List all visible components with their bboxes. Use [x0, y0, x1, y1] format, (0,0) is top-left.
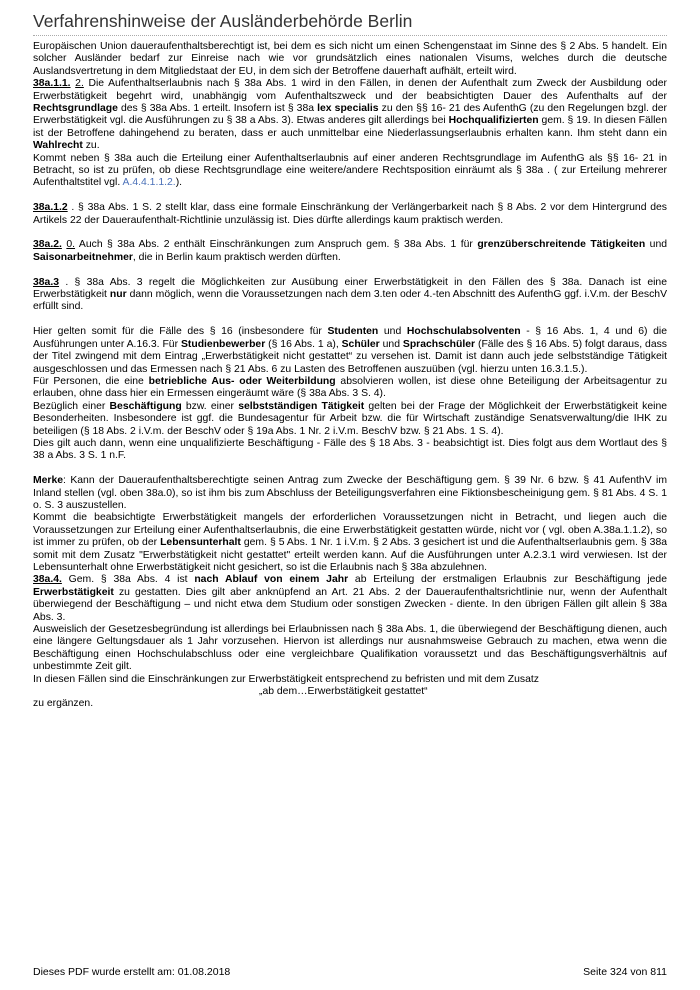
paragraph-merke: Merke: Kann der Daueraufenthaltsberechtigte seinen Antrag zum Zwecke der Beschäftigung gem. § 39 Nr. 6 bzw. § 41 AufenthV im Inland stellen (vgl. oben 38a.0), so ist ihm bis zum Abschluss der Beteiligungsverfahren eine Fiktionsbescheinigung gem. § 81 Abs. 4 S. 1 o. S. 3 auszustellen. — [33, 475, 667, 511]
paragraph-rechtsgrundlage: Kommt neben § 38a auch die Erteilung einer Aufenthaltserlaubnis auf einer anderen Rechtsgrundlage im AufenthG als §§ 16- 21 in Betracht, so ist zu prüfen, ob diese Rechtsgrundlage eine weitere/andere Rechtsposition einräumt als § 38a . ( zur Erteilung mehrerer Aufenthaltstitel vgl. A.4.4.1.1.2.). — [33, 152, 667, 189]
section-38a-1-1: 38a.1.1. 2. Die Aufenthaltserlaubnis nach § 38a Abs. 1 wird in den Fällen, in denen der Aufenthalt zum Zweck der Ausbildung oder Erwerbstätigkeit begehrt wird, unabhängig vom Aufenthaltszweck und der beabsichtigten Dauer des Aufenthalts auf der Rechtsgrundlage des § 38a Abs. 1 erteilt. Insofern ist § 38a lex specialis zu den §§ 16- 21 des AufenthG (zu den Regelungen bzgl. der Erwerbstätigkeit vgl. die Ausführungen zu § 38 a Abs. 3). Etwas anderes gilt allerdings bei Hochqualifizierten gem. § 19. In diesen Fällen ist der Betroffene dahingehend zu beraten, dass er auch unmittelbar eine Niederlassungserlaubnis erhalten kann. Ihm steht dann ein Wahlrecht zu. — [33, 78, 668, 152]
paragraph-studenten: Hier gelten somit für die Fälle des § 16 (insbesondere für Studenten und Hochschulabsolventen - § 16 Abs. 1, 4 und 6) die Ausführungen unter A.16.3. Für Studienbewerber (§ 16 Abs. 1 a), Schüler und Sprachschüler (Fälle des § 16 Abs. 5) folgt daraus, dass der Titel zwingend mit dem Eintrag „Erwerbstätigkeit nicht gestattet“ zu versehen ist. Damit ist dann auch jede selbstständige Tätigkeit ausgeschlossen und das Ermessen nach § 21 Abs. 6 zu Lasten des Betroffenen auszuüben (vgl. hierzu unten 16.3.1.5.). — [33, 326, 667, 375]
paragraph-befristung: In diesen Fällen sind die Einschränkungen zur Erwerbstätigkeit entsprechend zu befristen und mit dem Zusatz — [33, 673, 539, 685]
section-38a-3: 38a.3 . § 38a Abs. 3 regelt die Möglichkeiten zur Ausübung einer Erwerbstätigkeit in den Fällen des § 38a. Danach ist eine Erwerbstätigkeit nur dann möglich, wenn die Voraussetzungen nach dem 3.ten oder 4.-ten Abschnitt des AufenthG ggf. i.V.m. der BeschV erfüllt sind. — [33, 276, 667, 313]
section-number: 38a.2. — [33, 239, 62, 251]
section-38a-4: 38a.4. Gem. § 38a Abs. 4 ist nach Ablauf von einem Jahr ab Erteilung der erstmaligen Erlaubnis zur Beschäftigung jede Erwerbstätigkeit zu gestatten. Dies gilt aber anknüpfend an Art. 21 Abs. 2 der Daueraufenthaltsrichtlinie nur, wenn der Aufenthalt überwiegend der Beschäftigung – und nicht etwa dem Studium oder sonstigen Zwecken - diente. In den übrigen Fällen gilt allein § 38a Abs. 3. — [33, 574, 667, 623]
document-body — [33, 41, 667, 711]
subsection-number: 2. — [75, 78, 84, 90]
section-number: 38a.1.2 — [33, 202, 68, 214]
section-38a-1-2: 38a.1.2 . § 38a Abs. 1 S. 2 stellt klar, dass eine formale Einschränkung der Verlängerbarkeit nach § 8 Abs. 2 vor dem Hintergrund des Artikels 22 der Daueraufenthalt-Richtlinie unzulässig ist. Dies dürfte allerdings kaum praktisch werden. — [33, 202, 667, 226]
section-number: 38a.3 — [33, 276, 60, 288]
paragraph-lebensunterhalt: Kommt die beabsichtigte Erwerbstätigkeit mangels der erforderlichen Voraussetzungen nicht in Betracht, und liegen auch die Voraussetzungen zur Erteilung einer Aufenthaltserlaubnis, die eine Erwerbstätigkeit gestatten würde, nicht vor ( vgl. oben A.38a.1.1.2), so ist immer zu prüfen, ob der Lebensunterhalt gem. § 5 Abs. 1 Nr. 1 i.V.m. § 2 Abs. 3 gesichert ist und die Aufenthaltserlaubnis gem. § 38a somit mit dem Zusatz "Erwerbstätigkeit nicht gestattet" erteilt werden kann. Auf die Ausführungen unter A.2.3.1 wird verwiesen. Ist der Lebensunterhalt ohne Erwerbstätigkeit nicht gesichert, so ist die Erlaubnis nach § 38a abzulehnen. — [33, 512, 668, 573]
paragraph-ergaenzen: zu ergänzen. — [33, 698, 94, 710]
paragraph-ausbildung: Für Personen, die eine betriebliche Aus- oder Weiterbildung absolvieren wollen, ist diese ohne Beteiligung der Arbeitsagentur zu erlauben, ohne dass hier ein Ermessen eingeräumt wäre (§ 38a Abs. 3 S. 4). — [33, 375, 668, 400]
page-title: Verfahrenshinweise der Ausländerbehörde Berlin — [33, 11, 413, 31]
subsection-number: 0. — [66, 239, 76, 251]
footer-created-date: Dieses PDF wurde erstellt am: 01.08.2018 — [33, 966, 231, 978]
paragraph-intro: Europäischen Union daueraufenthaltsberechtigt ist, bei dem es sich nicht um einen Schengenstaat im Sinne des § 2 Abs. 5 handelt. Ein solcher Ausländer bedarf zur Einreise nach wie vor grundsätzlich eines nationalen Visums, welches durch die deutsche Auslandsvertretung in dem Mitgliedstaat der EU, in dem sich der Betroffene dauerhaft aufhält, erteilt wird. — [33, 41, 667, 77]
paragraph-beschaeftigung: Bezüglich einer Beschäftigung bzw. einer selbstständigen Tätigkeit gelten bei der Frage der Möglichkeit der Erwerbstätigkeit keine Besonderheiten. Insbesondere ist ggf. die Bundesagentur für Arbeit bzw. die für Wirtschaft zuständige Senatsverwaltung/die IHK zu beteiligen (§ 18 Abs. 2 i.V.m. der BeschV oder § 19a Abs. 1 Nr. 2 i.V.m. BeschV bzw. § 21 Abs. 1 S. 4). — [33, 400, 667, 437]
section-number: 38a.4. — [33, 574, 62, 586]
section-38a-2: 38a.2. 0. Auch § 38a Abs. 2 enthält Einschränkungen zum Anspruch gem. § 38a Abs. 1 für grenzüberschreitende Tätigkeiten und Saisonarbeitnehmer, die in Berlin kaum praktisch werden dürften. — [33, 239, 667, 263]
title-divider — [33, 35, 667, 36]
paragraph-gesetzesbegruendung: Ausweislich der Gesetzesbegründung ist allerdings bei Erlaubnissen nach § 38a Abs. 1, die überwiegend der Beschäftigung dienen, auch eine längere Geltungsdauer als 1 Jahr vorzusehen. Hiervon ist allerdings nur ausnahmsweise Gebrauch zu machen, etwa wenn die Beschäftigung einen Hochschulabschluss oder eine vergleichbare Qualifikation voraussetzt und das Beschäftigungsverhältnis auf unbestimmte Zeit gilt. — [33, 624, 667, 673]
reference-link[interactable]: A.4.4.1.1.2. — [122, 177, 176, 189]
section-number: 38a.1.1. — [33, 78, 71, 90]
paragraph-zusatz: „ab dem…Erwerbstätigkeit gestattet“ — [259, 686, 428, 698]
footer-page-number: Seite 324 von 811 — [583, 966, 667, 978]
paragraph-unqualifiziert: Dies gilt auch dann, wenn eine unqualifizierte Beschäftigung - Fälle des § 18 Abs. 3 - beabsichtigt ist. Dies folgt aus dem Wortlaut des § 38 a Abs. 3 S. 1 n.F. — [33, 437, 667, 462]
